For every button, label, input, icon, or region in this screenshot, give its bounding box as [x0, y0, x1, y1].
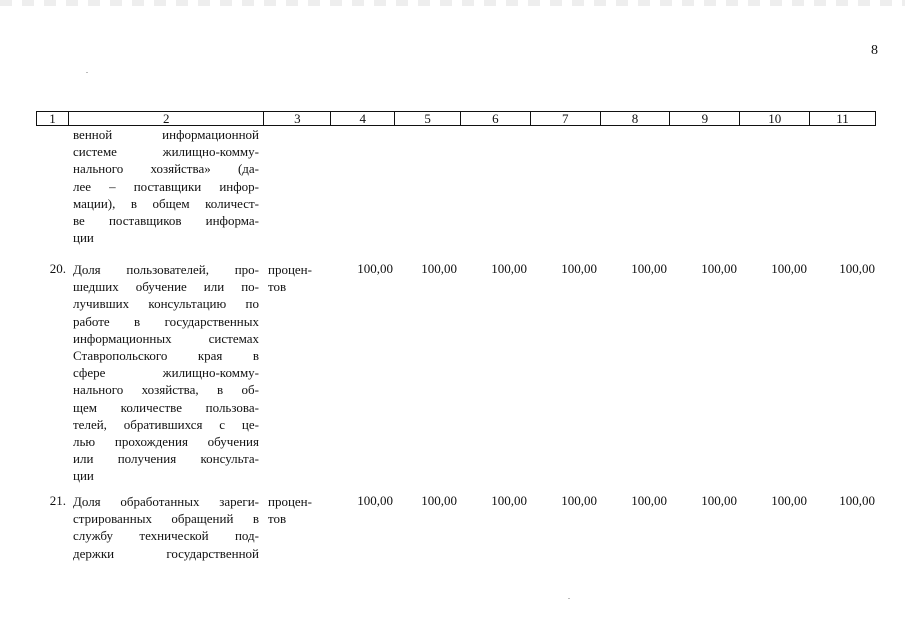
- unit-of-measure: [268, 261, 324, 295]
- row-number: 21.: [49, 493, 66, 508]
- text-line: работе в государственных: [73, 313, 259, 329]
- header-cell: 3: [264, 112, 331, 125]
- text-line: системе жилищно-комму-: [73, 144, 259, 160]
- value-cell: 100,00: [491, 261, 527, 276]
- page-number: 8: [871, 43, 878, 58]
- text-line: стрированных обращений в: [73, 511, 259, 527]
- text-line: нального хозяйства» (да-: [73, 161, 259, 177]
- value-cell: 100,00: [421, 493, 457, 508]
- header-cell: 7: [531, 112, 601, 125]
- text-line: держки государственной: [73, 545, 259, 561]
- value-cell: 100,00: [771, 261, 807, 276]
- text-line: службу технической под-: [73, 528, 259, 544]
- header-cell: 11: [836, 111, 849, 126]
- unit-line: процен-: [268, 262, 312, 277]
- unit-line: процен-: [268, 494, 312, 509]
- text-line: лее – поставщики инфор-: [73, 178, 259, 194]
- text-line: Ставропольского края в: [73, 348, 259, 364]
- text-line: телей, обратившихся с це-: [73, 416, 259, 432]
- text-line: шедших обучение или по-: [73, 279, 259, 295]
- text-line: лучивших консультацию по: [73, 296, 259, 312]
- text-line: Доля обработанных зареги-: [73, 494, 259, 509]
- unit-line: тов: [268, 279, 287, 295]
- indicator-description: [73, 493, 259, 562]
- text-line: мации), в общем количест-: [73, 195, 259, 211]
- text-line: щем количестве пользова-: [73, 399, 259, 415]
- header-cell: 8: [601, 112, 671, 125]
- unit-of-measure: [268, 493, 324, 527]
- text-line: или получения консульта-: [73, 451, 259, 467]
- text-line: информационных системах: [73, 330, 259, 346]
- header-cell: 1: [37, 112, 69, 125]
- value-cell: 100,00: [839, 493, 875, 508]
- text-line: ции: [73, 230, 94, 246]
- header-cell: 6: [461, 112, 531, 125]
- text-line: венной информационной: [73, 127, 259, 142]
- value-cell: 100,00: [839, 261, 875, 276]
- value-cell: 100,00: [357, 493, 393, 508]
- header-cell: 10: [740, 112, 810, 125]
- scan-speck: [86, 72, 88, 73]
- value-cell: 100,00: [491, 493, 527, 508]
- text-line: Доля пользователей, про-: [73, 262, 259, 277]
- scan-artifact: [0, 0, 905, 6]
- value-cell: 100,00: [771, 493, 807, 508]
- text-line: ве поставщиков информа-: [73, 213, 259, 229]
- continued-indicator-text: [73, 126, 259, 246]
- scan-speck: [568, 598, 570, 599]
- value-cell: 100,00: [561, 261, 597, 276]
- header-cell: 4: [331, 112, 395, 125]
- text-line: сфере жилищно-комму-: [73, 365, 259, 381]
- value-cell: 100,00: [631, 261, 667, 276]
- value-cell: 100,00: [561, 493, 597, 508]
- table-header-row: [36, 111, 876, 126]
- value-cell: 100,00: [357, 261, 393, 276]
- text-line: нального хозяйства, в об-: [73, 382, 259, 398]
- header-cell: 9: [670, 112, 740, 125]
- text-line: ции: [73, 468, 94, 484]
- header-cell: 2: [69, 112, 265, 125]
- row-number: 20.: [49, 261, 66, 276]
- indicator-description: [73, 261, 259, 485]
- value-cell: 100,00: [701, 493, 737, 508]
- unit-line: тов: [268, 511, 287, 527]
- value-cell: 100,00: [701, 261, 737, 276]
- header-cell: 5: [395, 112, 461, 125]
- value-cell: 100,00: [631, 493, 667, 508]
- value-cell: 100,00: [421, 261, 457, 276]
- text-line: лью прохождения обучения: [73, 434, 259, 450]
